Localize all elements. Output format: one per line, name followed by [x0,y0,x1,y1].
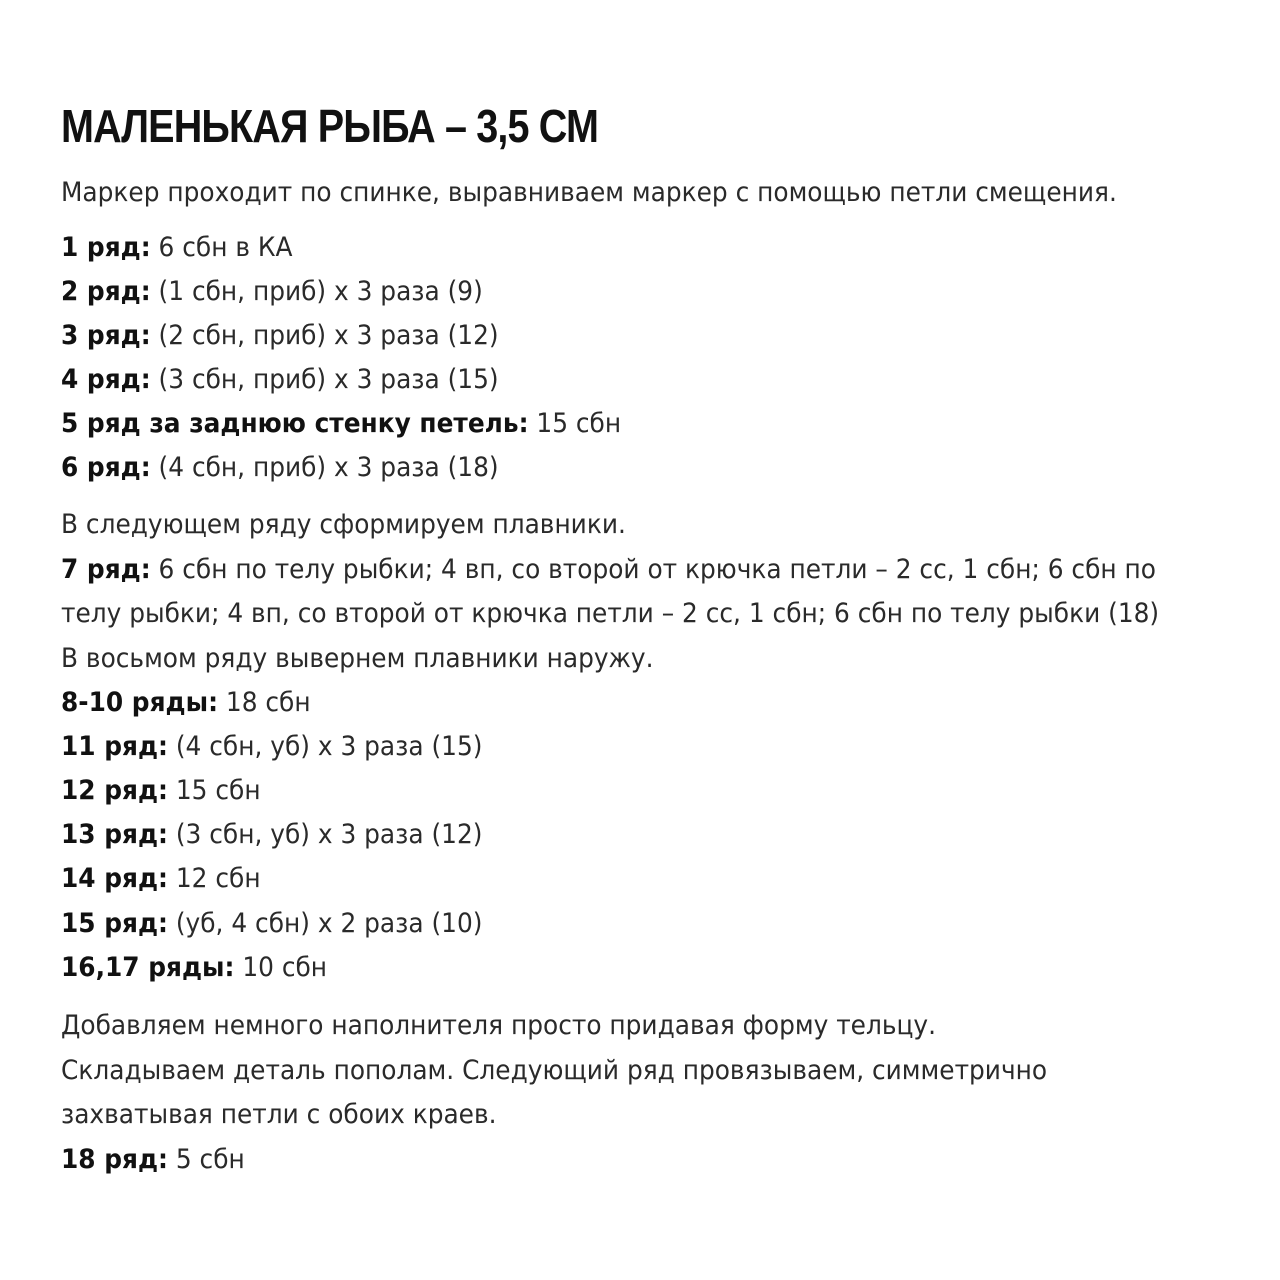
fold-note-continued [61,1093,497,1137]
row-instruction: (уб, 4 сбн) х 2 раза (10) [167,908,483,939]
row-11 [61,725,482,769]
fold-note [61,1049,1047,1093]
row-label: 11 ряд: [61,731,168,762]
row-instruction: (2 сбн, приб) х 3 раза (12) [150,320,499,351]
row-label: 7 ряд: [61,554,151,585]
turn-note [61,637,654,681]
row-instruction: 6 сбн по телу рыбки; 4 вп, со второй от крючка петли – 2 сс, 1 сбн; 6 сбн по [150,554,1156,585]
row-7-continued [61,592,1159,636]
row-13 [61,813,482,857]
row-label: 12 ряд: [61,775,168,806]
row-label: 14 ряд: [61,863,168,894]
row-instruction: (1 сбн, приб) х 3 раза (9) [150,276,483,307]
row-14 [61,857,261,901]
fold-note-text: захватывая петли с обоих краев. [61,1099,497,1130]
row-16-17 [61,946,327,990]
row-15 [61,902,482,946]
row-instruction: 6 сбн в КА [150,232,293,263]
row-label: 16,17 ряды: [61,952,235,983]
intro-text-content: Маркер проходит по спинке, выравниваем маркер с помощью петли смещения. [61,177,1117,208]
row-8-10 [61,681,311,725]
row-label: 5 ряд за заднюю стенку петель: [61,408,529,439]
row-label: 2 ряд: [61,276,151,307]
row-4 [61,358,499,402]
row-instruction: телу рыбки; 4 вп, со второй от крючка петли – 2 сс, 1 сбн; 6 сбн по телу рыбки (18) [61,598,1160,629]
row-label: 13 ряд: [61,819,168,850]
row-instruction: (4 сбн, приб) х 3 раза (18) [150,452,499,483]
stuffing-note [61,1004,936,1048]
page-title: МАЛЕНЬКАЯ РЫБА – 3,5 СМ [61,100,599,152]
fins-note [61,503,626,547]
row-5 [61,402,621,446]
row-label: 18 ряд: [61,1144,168,1175]
row-label: 4 ряд: [61,364,151,395]
fins-note-text: В следующем ряду сформируем плавники. [61,509,626,540]
row-1 [61,226,293,270]
intro-text [61,171,1117,215]
row-instruction: 15 сбн [528,408,622,439]
row-instruction: 12 сбн [167,863,261,894]
row-2 [61,270,483,314]
row-7 [61,548,1156,592]
row-3 [61,314,499,358]
row-label: 6 ряд: [61,452,151,483]
row-instruction: (4 сбн, уб) х 3 раза (15) [167,731,483,762]
fold-note-text: Складываем деталь пополам. Следующий ряд провязываем, симметрично [61,1055,1048,1086]
stuffing-note-text: Добавляем немного наполнителя просто придавая форму тельцу. [61,1010,936,1041]
row-label: 3 ряд: [61,320,151,351]
row-label: 1 ряд: [61,232,151,263]
row-instruction: 10 сбн [234,952,328,983]
row-instruction: (3 сбн, уб) х 3 раза (12) [167,819,483,850]
row-instruction: (3 сбн, приб) х 3 раза (15) [150,364,499,395]
row-6 [61,446,499,490]
row-18 [61,1138,245,1182]
row-instruction: 18 сбн [218,687,311,718]
row-label: 8-10 ряды: [61,687,219,718]
row-label: 15 ряд: [61,908,168,939]
row-12 [61,769,261,813]
row-instruction: 5 сбн [167,1144,245,1175]
row-instruction: 15 сбн [167,775,261,806]
turn-note-text: В восьмом ряду вывернем плавники наружу. [61,643,654,674]
